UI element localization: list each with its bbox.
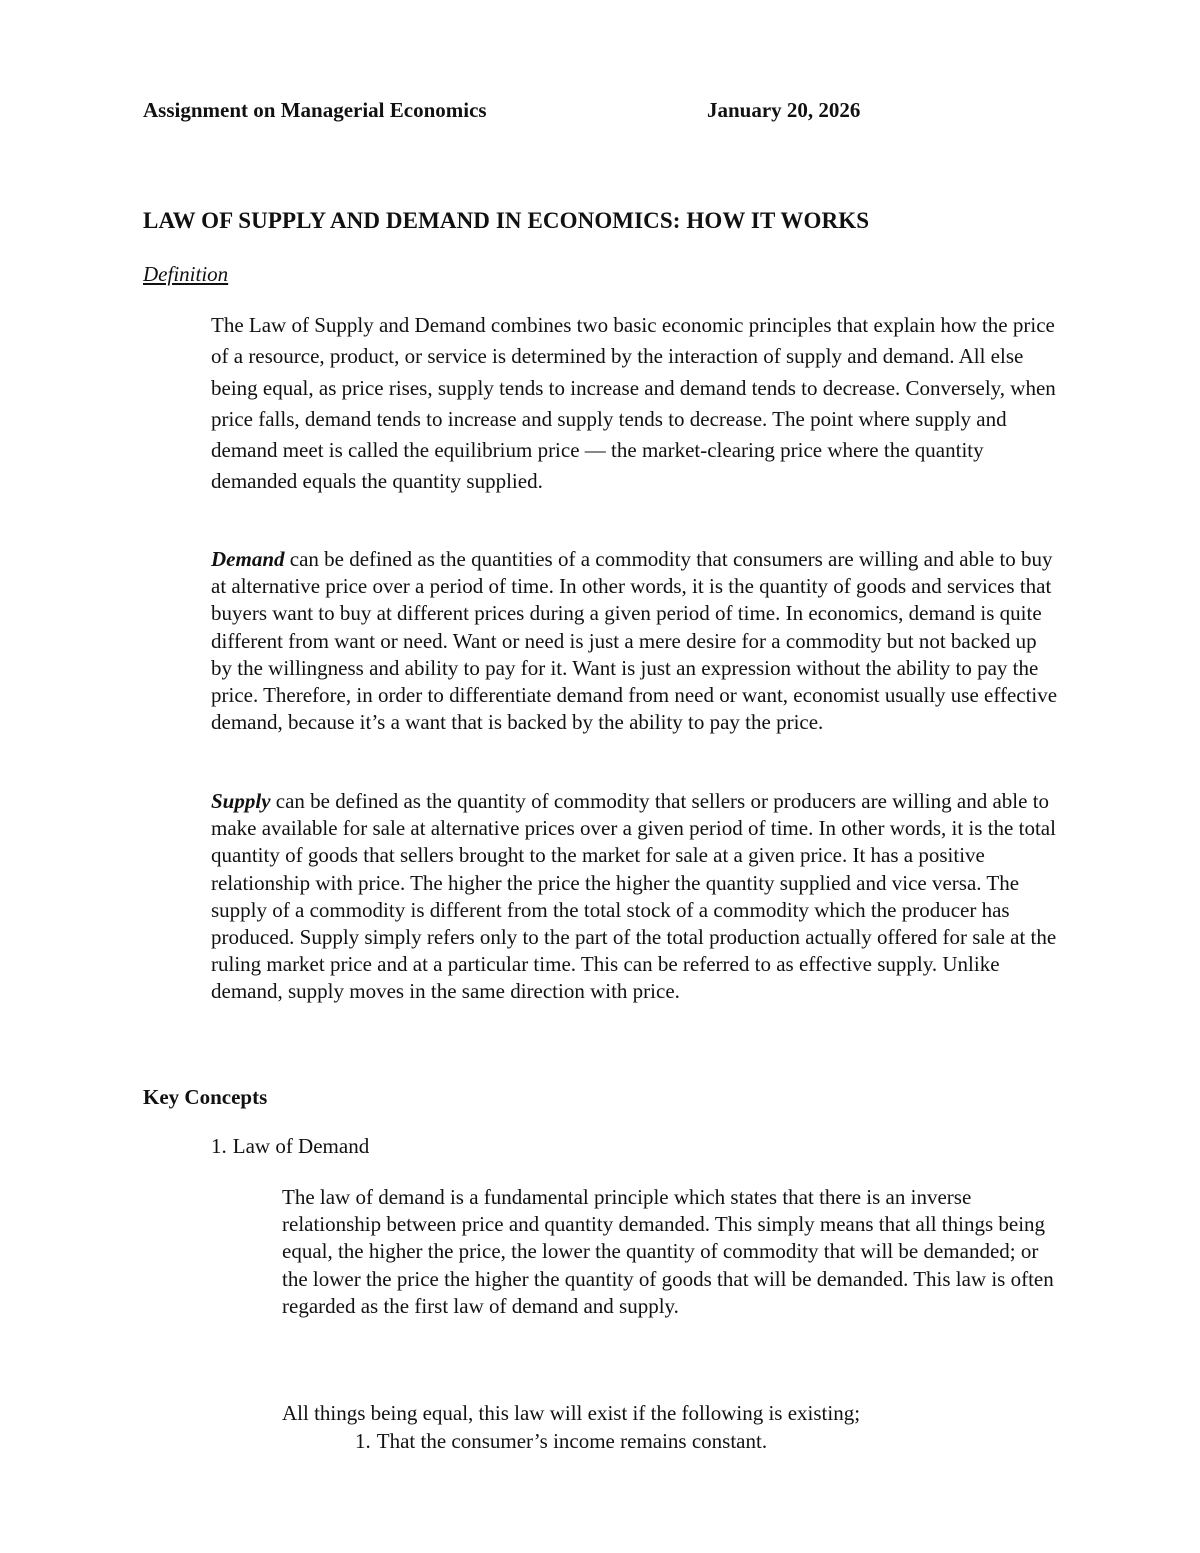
condition-number: 1. — [355, 1429, 371, 1453]
header-left: Assignment on Managerial Economics — [143, 98, 487, 122]
demand-text: can be defined as the quantities of a commodity that consumers are willing and able to buy at alternative price over a period of time. In other words, it is the quantity of goods and services that buyers want to buy at different prices during a given period of time. In economics, demand is quite different from want or need. Want or need is just a mere desire for a commodity but not backed up by the willingness and ability to pay for it. Want is just an expression without the ability to pay the price. Therefore, in order to differentiate demand from need or want, economist usually use effective demand, because it’s a want that is backed by the ability to pay the price. — [211, 547, 1058, 735]
demand-paragraph — [211, 546, 1061, 736]
intro-paragraph: The Law of Supply and Demand combines two basic economic principles that explain how the price of a resource, product, or service is determined by the interaction of supply and demand. All else being equal, as price rises, supply tends to increase and demand tends to decrease. Conversely, when price falls, demand tends to increase and supply tends to decrease. The point where supply and demand meet is called the equilibrium price — the market-clearing price where the quantity demanded equals the quantity supplied. — [211, 313, 1056, 494]
definition-label: Definition — [143, 262, 229, 286]
condition-text: That the consumer’s income remains constant. — [376, 1429, 768, 1453]
condition-item — [355, 1429, 767, 1454]
demand-term: Demand — [211, 547, 285, 571]
supply-term: Supply — [211, 789, 271, 813]
law-of-demand-paragraph: The law of demand is a fundamental principle which states that there is an inverse relationship between price and quantity demanded. This simply means that all things being equal, the higher the price, the lower the quantity of commodity that will be demanded; or the lower the price the higher the quantity of goods that will be demanded. This law is often regarded as the first law of demand and supply. — [282, 1185, 1054, 1318]
key-concepts-heading: Key Concepts — [143, 1085, 268, 1109]
page-title: LAW OF SUPPLY AND DEMAND IN ECONOMICS: HOW IT WORKS — [143, 208, 870, 233]
header-date: January 20, 2026 — [707, 98, 861, 122]
list-label: Law of Demand — [232, 1134, 370, 1158]
supply-paragraph — [211, 788, 1061, 1006]
list-item-law-of-demand — [211, 1134, 369, 1159]
supply-text: can be defined as the quantity of commodity that sellers or producers are willing and able to make available for sale at alternative prices over a given period of time. In other words, it is the total quantity of goods that sellers brought to the market for sale at a given price. It has a positive relationship with price. The higher the price the higher the quantity supplied and vice versa. The supply of a commodity is different from the total stock of a commodity which the producer has produced. Supply simply refers only to the part of the total production actually offered for sale at the ruling market price and at a particular time. This can be referred to as effective supply. Unlike demand, supply moves in the same direction with price. — [211, 789, 1057, 1004]
list-number: 1. — [211, 1134, 227, 1158]
conditions-intro: All things being equal, this law will exist if the following is existing; — [282, 1401, 861, 1425]
